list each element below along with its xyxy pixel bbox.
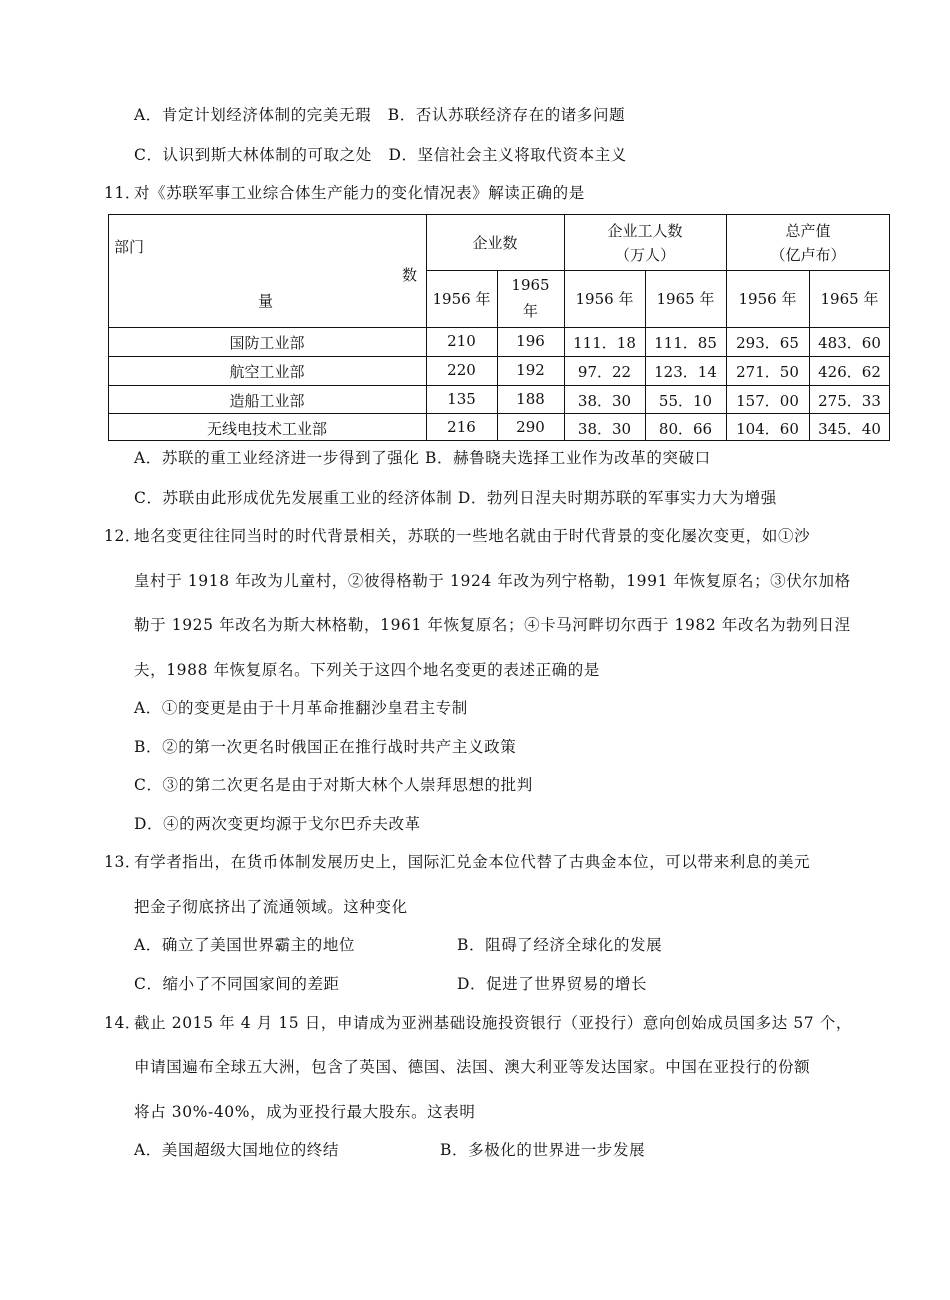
table-corner-number: 数 bbox=[402, 266, 418, 284]
q14-stem-line1: 截止 2015 年 4 月 15 日，申请成为亚洲基础设施投资银行（亚投行）意向创始成员国多达 57 个， bbox=[134, 1014, 852, 1032]
q10-option-d: D．坚信社会主义将取代资本主义 bbox=[388, 146, 627, 164]
table-cell: 483．60 bbox=[818, 334, 881, 352]
table-cell: 275．33 bbox=[818, 392, 881, 410]
q13-stem-line1: 有学者指出，在货币体制发展历史上，国际汇兑金本位代替了古典金本位，可以带来利息的美元 bbox=[134, 853, 811, 871]
q10-option-cd bbox=[134, 143, 627, 165]
q12-option-c: C．③的第二次更名是由于对斯大林个人崇拜思想的批判 bbox=[134, 776, 533, 794]
table-cell: 123．14 bbox=[654, 363, 717, 381]
q11-number: 11． bbox=[104, 184, 142, 202]
year-1956-workers: 1956 年 bbox=[575, 290, 634, 308]
table-cell: 157．00 bbox=[736, 392, 799, 410]
table-row-dept: 国防工业部 bbox=[229, 334, 305, 352]
q14-option-b: B．多极化的世界进一步发展 bbox=[440, 1141, 646, 1159]
table-cell: 345．40 bbox=[818, 420, 881, 438]
table-cell: 220 bbox=[447, 361, 476, 379]
q12-stem-line2: 皇村于 1918 年改为儿童村，②彼得格勒于 1924 年改为列宁格勒，1991 年恢复原名；③伏尔加格 bbox=[134, 572, 851, 590]
q13-option-c: C．缩小了不同国家间的差距 bbox=[134, 975, 340, 993]
q12-option-b: B．②的第一次更名时俄国正在推行战时共产主义政策 bbox=[134, 738, 517, 756]
table-cell: 210 bbox=[447, 332, 476, 350]
q10-option-b: B．否认苏联经济存在的诸多问题 bbox=[387, 106, 626, 124]
q14-stem-line3: 将占 30%-40%，成为亚投行最大股东。这表明 bbox=[134, 1103, 476, 1121]
q13-option-b: B．阻碍了经济全球化的发展 bbox=[457, 936, 663, 954]
table-cell: 38．30 bbox=[577, 392, 632, 410]
header-output: 总产值 bbox=[785, 222, 831, 240]
table-cell: 188 bbox=[516, 390, 545, 408]
table-row-dept: 造船工业部 bbox=[229, 392, 305, 410]
table-cell: 216 bbox=[447, 418, 476, 436]
header-workers-unit: （万人） bbox=[614, 246, 675, 264]
table-cell: 55．10 bbox=[658, 392, 713, 410]
table-cell: 196 bbox=[516, 332, 545, 350]
table-row-dept: 航空工业部 bbox=[229, 363, 305, 381]
table-cell: 111．85 bbox=[654, 334, 717, 352]
year-1965-enterprises: 1965 bbox=[511, 276, 550, 294]
table-cell: 111．18 bbox=[573, 334, 636, 352]
table-row-dept: 无线电技术工业部 bbox=[206, 420, 327, 438]
q11-option-cd: C．苏联由此形成优先发展重工业的经济体制 D．勃列日涅夫时期苏联的军事实力大为增强 bbox=[134, 489, 777, 507]
table-corner-quantity: 量 bbox=[258, 292, 274, 310]
q12-option-d: D．④的两次变更均源于戈尔巴乔夫改革 bbox=[134, 815, 421, 833]
table-cell: 426．62 bbox=[818, 363, 881, 381]
table-cell: 290 bbox=[516, 418, 545, 436]
table-cell: 192 bbox=[516, 361, 545, 379]
q13-option-d: D．促进了世界贸易的增长 bbox=[457, 975, 648, 993]
q13-option-a: A．确立了美国世界霸主的地位 bbox=[134, 936, 356, 954]
q12-option-a: A．①的变更是由于十月革命推翻沙皇君主专制 bbox=[134, 699, 468, 717]
q12-number: 12． bbox=[104, 527, 142, 545]
q12-stem-line4: 夫，1988 年恢复原名。下列关于这四个地名变更的表述正确的是 bbox=[134, 661, 600, 679]
q14-number: 14． bbox=[104, 1014, 142, 1032]
q14-stem-line2: 申请国遍布全球五大洲，包含了英国、德国、法国、澳大利亚等发达国家。中国在亚投行的份额 bbox=[134, 1058, 811, 1076]
q11-table bbox=[108, 214, 890, 440]
year-1965-output: 1965 年 bbox=[820, 290, 879, 308]
table-cell: 293．65 bbox=[736, 334, 799, 352]
table-cell: 97．22 bbox=[577, 363, 632, 381]
q13-number: 13． bbox=[104, 853, 142, 871]
header-workers: 企业工人数 bbox=[607, 222, 683, 240]
table-cell: 38．30 bbox=[577, 420, 632, 438]
table-cell: 80．66 bbox=[658, 420, 713, 438]
header-output-unit: （亿卢布） bbox=[770, 246, 846, 264]
year-1956-enterprises: 1956 年 bbox=[432, 290, 491, 308]
q10-option-c: C．认识到斯大林体制的可取之处 bbox=[134, 146, 372, 164]
q11-option-ab: A．苏联的重工业经济进一步得到了强化 B．赫鲁晓夫选择工业作为改革的突破口 bbox=[134, 449, 711, 467]
q10-option-ab bbox=[134, 103, 625, 125]
table-corner-dept: 部门 bbox=[114, 238, 145, 256]
table-cell: 135 bbox=[447, 390, 476, 408]
year-1956-output: 1956 年 bbox=[738, 290, 797, 308]
table-cell: 271．50 bbox=[736, 363, 799, 381]
q12-stem-line1: 地名变更往往同当时的时代背景相关，苏联的一些地名就由于时代背景的变化屡次变更，如①沙 bbox=[134, 527, 811, 545]
q10-option-a: A．肯定计划经济体制的完美无瑕 bbox=[134, 106, 372, 124]
table-cell: 104．60 bbox=[736, 420, 799, 438]
q13-stem-line2: 把金子彻底挤出了流通领域。这种变化 bbox=[134, 898, 408, 916]
q12-stem-line3: 勒于 1925 年改名为斯大林格勒，1961 年恢复原名；④卡马河畔切尔西于 1982 年改名为勃列日涅 bbox=[134, 616, 851, 634]
header-enterprises: 企业数 bbox=[472, 234, 518, 252]
year-1965-workers: 1965 年 bbox=[656, 290, 715, 308]
q11-stem: 对《苏联军事工业综合体生产能力的变化情况表》解读正确的是 bbox=[134, 184, 585, 202]
year-1965-enterprises-suffix: 年 bbox=[522, 302, 538, 320]
q14-option-a: A．美国超级大国地位的终结 bbox=[134, 1141, 339, 1159]
